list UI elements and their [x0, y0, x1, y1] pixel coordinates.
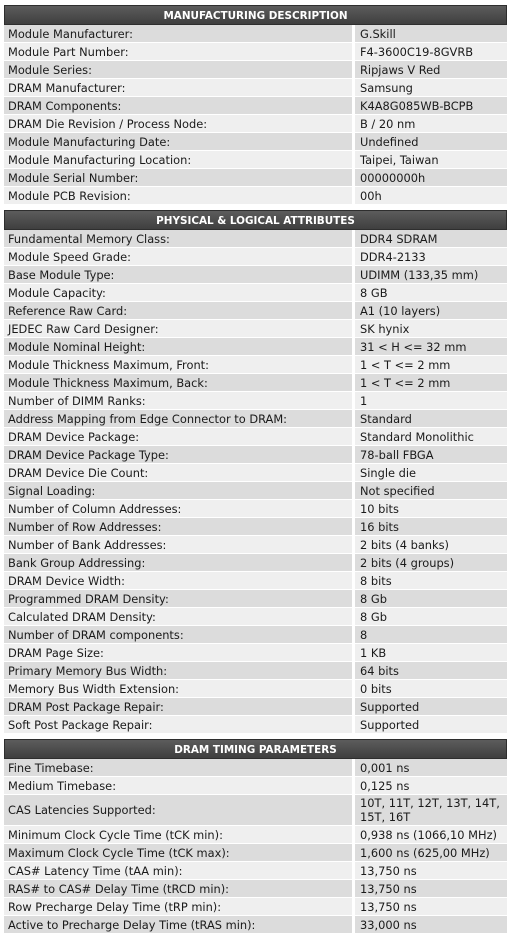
row-label: DRAM Device Width: — [4, 572, 355, 589]
table-row — [4, 320, 507, 338]
row-label: RAS# to CAS# Delay Time (tRCD min): — [4, 880, 355, 897]
row-label: Module Manufacturing Date: — [4, 133, 355, 150]
row-value: F4-3600C19-8GVRB — [355, 43, 507, 60]
table-row — [4, 795, 507, 826]
row-label: Module PCB Revision: — [4, 187, 355, 204]
table-row — [4, 133, 507, 151]
row-value: 8 Gb — [355, 590, 507, 607]
table-row — [4, 590, 507, 608]
row-label: Module Series: — [4, 61, 355, 78]
row-label: DRAM Device Die Count: — [4, 464, 355, 481]
row-value: K4A8G085WB-BCPB — [355, 97, 507, 114]
table-row — [4, 759, 507, 777]
row-value: Not specified — [355, 482, 507, 499]
table-row — [4, 916, 507, 934]
table-row — [4, 698, 507, 716]
row-value: Single die — [355, 464, 507, 481]
table-row — [4, 518, 507, 536]
row-label: Primary Memory Bus Width: — [4, 662, 355, 679]
table-row — [4, 187, 507, 205]
row-label: Module Thickness Maximum, Back: — [4, 374, 355, 391]
table-row — [4, 338, 507, 356]
section-header: DRAM TIMING PARAMETERS — [4, 739, 507, 759]
row-value: 64 bits — [355, 662, 507, 679]
row-value: 00h — [355, 187, 507, 204]
row-value: Supported — [355, 698, 507, 715]
row-label: Number of DRAM components: — [4, 626, 355, 643]
table-row — [4, 844, 507, 862]
row-label: Active to Precharge Delay Time (tRAS min): — [4, 916, 355, 933]
row-label: Number of Bank Addresses: — [4, 536, 355, 553]
row-value: Standard Monolithic — [355, 428, 507, 445]
row-label: Module Capacity: — [4, 284, 355, 301]
table-row — [4, 266, 507, 284]
spd-info-table — [4, 5, 507, 934]
row-label: JEDEC Raw Card Designer: — [4, 320, 355, 337]
row-label: CAS# Latency Time (tAA min): — [4, 862, 355, 879]
row-label: Address Mapping from Edge Connector to DRAM: — [4, 410, 355, 427]
row-label: Memory Bus Width Extension: — [4, 680, 355, 697]
row-label: Base Module Type: — [4, 266, 355, 283]
table-row — [4, 230, 507, 248]
row-value: 8 bits — [355, 572, 507, 589]
row-label: Maximum Clock Cycle Time (tCK max): — [4, 844, 355, 861]
table-row — [4, 482, 507, 500]
row-label: Row Precharge Delay Time (tRP min): — [4, 898, 355, 915]
table-row — [4, 554, 507, 572]
row-value: 0,938 ns (1066,10 MHz) — [355, 826, 507, 843]
row-label: Medium Timebase: — [4, 777, 355, 794]
row-value: 0,001 ns — [355, 759, 507, 776]
row-value: Samsung — [355, 79, 507, 96]
row-label: Number of Row Addresses: — [4, 518, 355, 535]
table-row — [4, 79, 507, 97]
row-value: 10T, 11T, 12T, 13T, 14T, 15T, 16T — [355, 795, 507, 825]
table-row — [4, 428, 507, 446]
row-label: Number of DIMM Ranks: — [4, 392, 355, 409]
row-label: Fine Timebase: — [4, 759, 355, 776]
row-value: UDIMM (133,35 mm) — [355, 266, 507, 283]
row-value: 2 bits (4 groups) — [355, 554, 507, 571]
row-value: 1 KB — [355, 644, 507, 661]
table-row — [4, 572, 507, 590]
row-label: DRAM Components: — [4, 97, 355, 114]
row-value: 1 < T <= 2 mm — [355, 356, 507, 373]
row-label: Module Speed Grade: — [4, 248, 355, 265]
row-label: Module Serial Number: — [4, 169, 355, 186]
table-row — [4, 662, 507, 680]
row-label: Programmed DRAM Density: — [4, 590, 355, 607]
row-value: 8 GB — [355, 284, 507, 301]
row-label: DRAM Device Package: — [4, 428, 355, 445]
row-value: G.Skill — [355, 25, 507, 42]
row-label: Module Part Number: — [4, 43, 355, 60]
row-label: Calculated DRAM Density: — [4, 608, 355, 625]
row-value: 1,600 ns (625,00 MHz) — [355, 844, 507, 861]
section-manufacturing — [4, 5, 507, 205]
table-row — [4, 248, 507, 266]
row-value: Ripjaws V Red — [355, 61, 507, 78]
table-row — [4, 392, 507, 410]
row-value: 1 < T <= 2 mm — [355, 374, 507, 391]
table-row — [4, 410, 507, 428]
table-row — [4, 356, 507, 374]
table-row — [4, 25, 507, 43]
row-value: DDR4-2133 — [355, 248, 507, 265]
section-header: MANUFACTURING DESCRIPTION — [4, 5, 507, 25]
table-row — [4, 464, 507, 482]
row-label: Reference Raw Card: — [4, 302, 355, 319]
table-row — [4, 716, 507, 734]
table-row — [4, 898, 507, 916]
row-value: 1 — [355, 392, 507, 409]
row-value: 78-ball FBGA — [355, 446, 507, 463]
section-physical-logical — [4, 210, 507, 734]
row-label: DRAM Post Package Repair: — [4, 698, 355, 715]
table-row — [4, 626, 507, 644]
row-label: Number of Column Addresses: — [4, 500, 355, 517]
row-label: DRAM Die Revision / Process Node: — [4, 115, 355, 132]
table-row — [4, 536, 507, 554]
row-label: Module Nominal Height: — [4, 338, 355, 355]
row-label: Module Manufacturer: — [4, 25, 355, 42]
row-label: Soft Post Package Repair: — [4, 716, 355, 733]
row-label: Module Thickness Maximum, Front: — [4, 356, 355, 373]
table-row — [4, 777, 507, 795]
row-value: DDR4 SDRAM — [355, 230, 507, 247]
row-value: 33,000 ns — [355, 916, 507, 933]
row-value: Standard — [355, 410, 507, 427]
row-label: DRAM Page Size: — [4, 644, 355, 661]
table-row — [4, 151, 507, 169]
row-value: 0,125 ns — [355, 777, 507, 794]
row-value: Supported — [355, 716, 507, 733]
row-value: 8 — [355, 626, 507, 643]
table-row — [4, 169, 507, 187]
section-header: PHYSICAL & LOGICAL ATTRIBUTES — [4, 210, 507, 230]
row-value: 8 Gb — [355, 608, 507, 625]
row-value: 13,750 ns — [355, 880, 507, 897]
row-label: Minimum Clock Cycle Time (tCK min): — [4, 826, 355, 843]
row-value: 16 bits — [355, 518, 507, 535]
table-row — [4, 43, 507, 61]
table-row — [4, 680, 507, 698]
table-row — [4, 61, 507, 79]
row-value: Undefined — [355, 133, 507, 150]
row-label: Signal Loading: — [4, 482, 355, 499]
row-value: 00000000h — [355, 169, 507, 186]
row-value: 13,750 ns — [355, 898, 507, 915]
row-label: DRAM Manufacturer: — [4, 79, 355, 96]
row-label: Bank Group Addressing: — [4, 554, 355, 571]
table-row — [4, 446, 507, 464]
row-value: 13,750 ns — [355, 862, 507, 879]
row-value: 0 bits — [355, 680, 507, 697]
row-value: 31 < H <= 32 mm — [355, 338, 507, 355]
row-label: DRAM Device Package Type: — [4, 446, 355, 463]
table-row — [4, 500, 507, 518]
row-value: 2 bits (4 banks) — [355, 536, 507, 553]
row-label: Module Manufacturing Location: — [4, 151, 355, 168]
table-row — [4, 862, 507, 880]
table-row — [4, 115, 507, 133]
row-value: Taipei, Taiwan — [355, 151, 507, 168]
table-row — [4, 826, 507, 844]
table-row — [4, 608, 507, 626]
table-row — [4, 97, 507, 115]
table-row — [4, 880, 507, 898]
table-row — [4, 374, 507, 392]
row-label: Fundamental Memory Class: — [4, 230, 355, 247]
row-value: 10 bits — [355, 500, 507, 517]
row-label: CAS Latencies Supported: — [4, 795, 355, 825]
row-value: A1 (10 layers) — [355, 302, 507, 319]
section-dram-timing — [4, 739, 507, 934]
table-row — [4, 644, 507, 662]
row-value: SK hynix — [355, 320, 507, 337]
row-value: B / 20 nm — [355, 115, 507, 132]
table-row — [4, 284, 507, 302]
table-row — [4, 302, 507, 320]
